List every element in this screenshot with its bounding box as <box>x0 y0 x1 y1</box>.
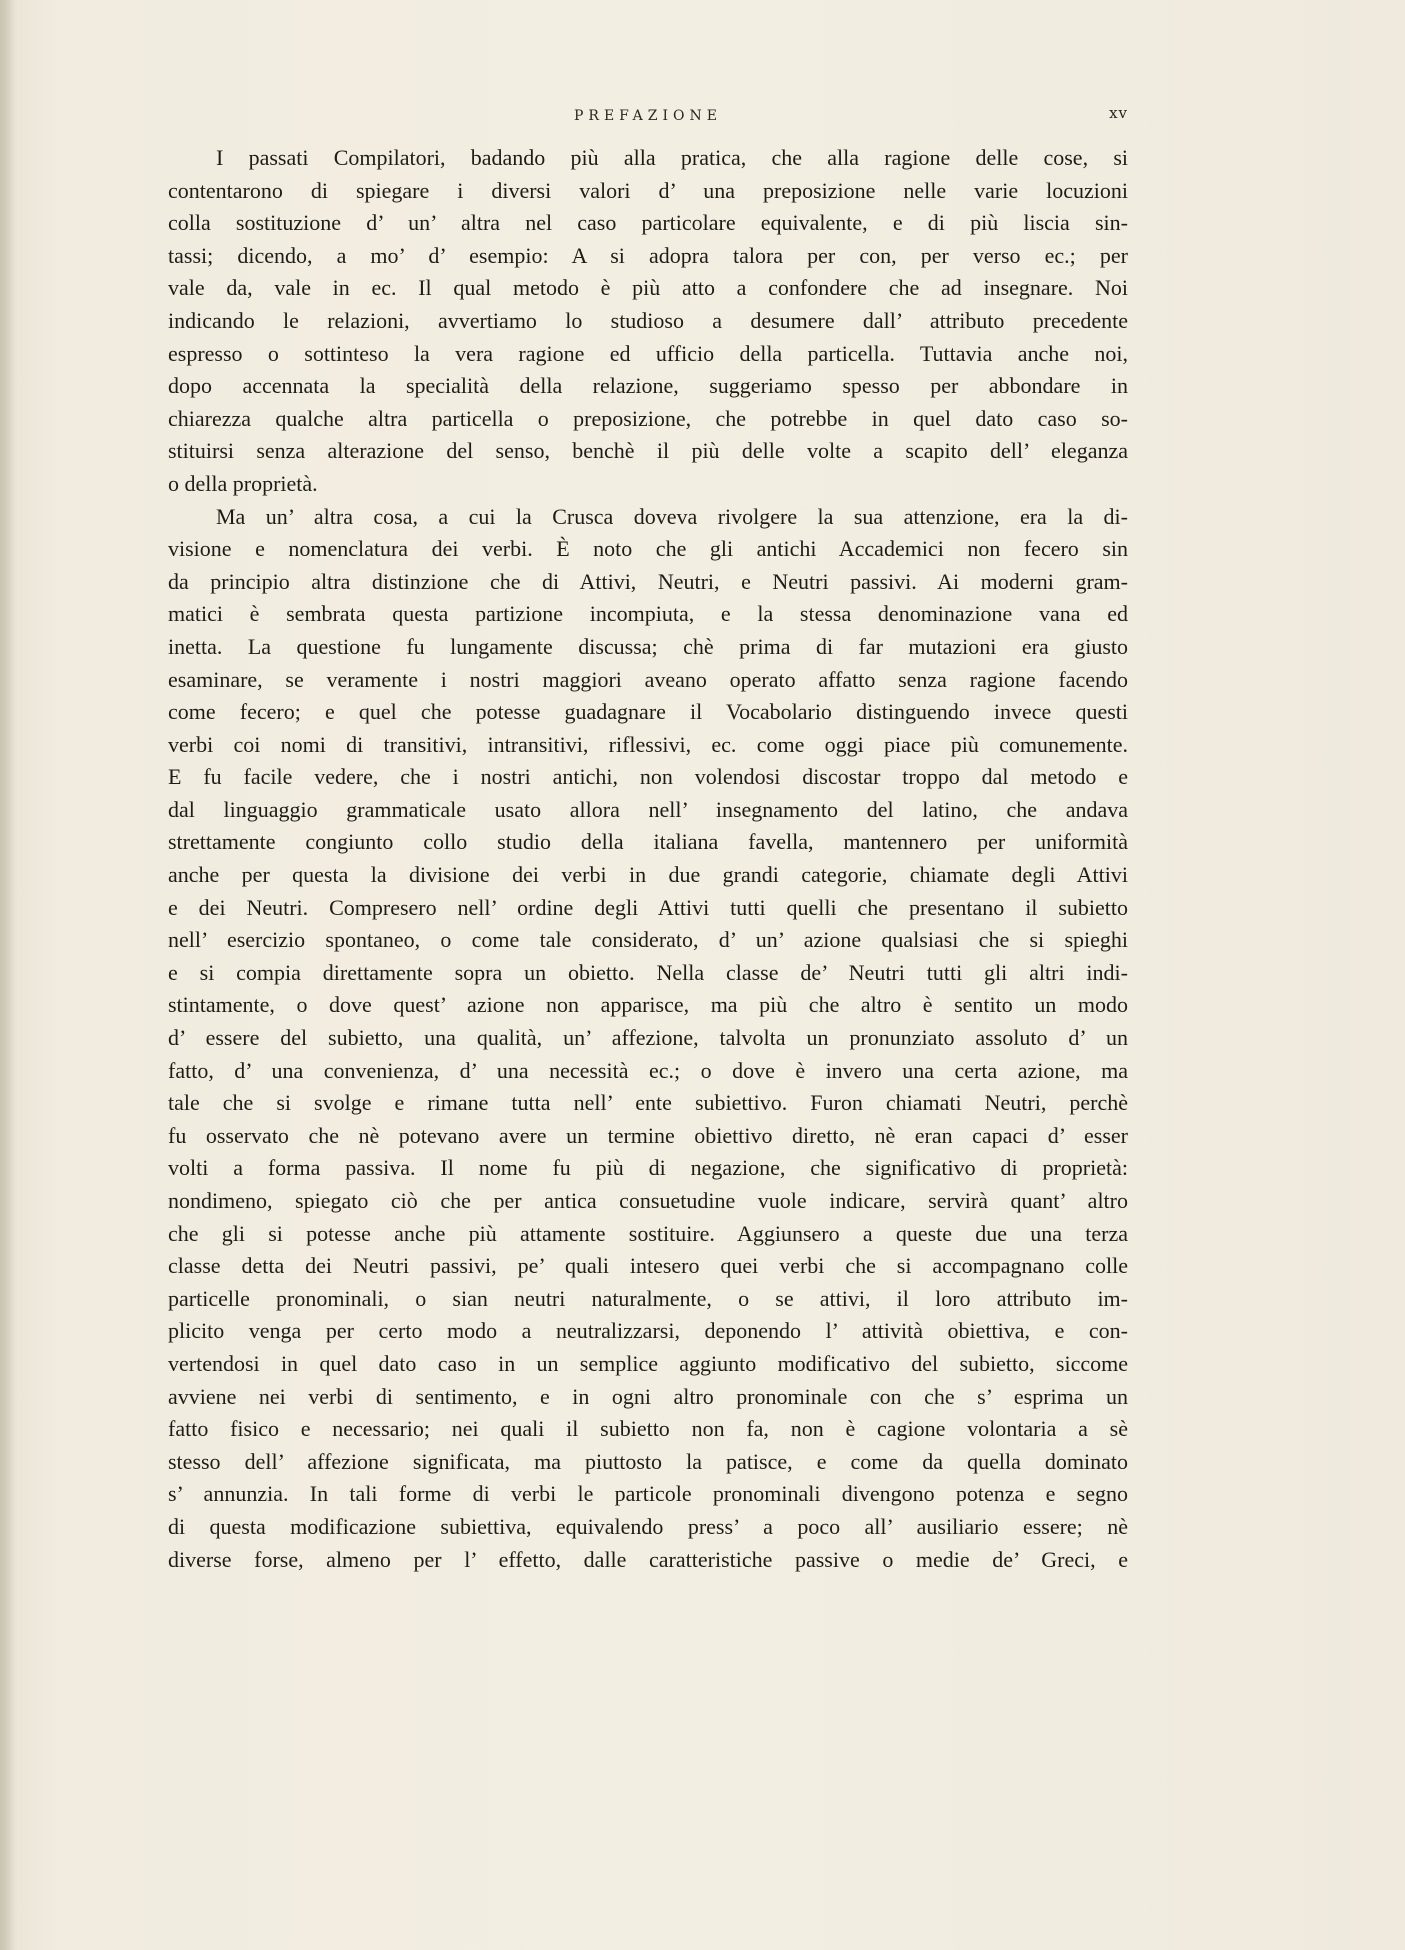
text-line: fatto fisico e necessario; nei quali il subietto non fa, non è cagione volontaria a sè <box>168 1416 1128 1442</box>
text-line: s’ annunzia. In tali forme di verbi le particole pronominali divengono potenza e segno <box>168 1481 1128 1507</box>
text-line: stintamente, o dove quest’ azione non apparisce, ma più che altro è sentito un modo <box>168 992 1128 1018</box>
text-line: inetta. La questione fu lungamente discussa; chè prima di far mutazioni era giusto <box>168 633 1128 659</box>
text-line: tassi; dicendo, a mo’ d’ esempio: A si adopra talora per con, per verso ec.; per <box>168 242 1128 268</box>
text-line: anche per questa la divisione dei verbi in due grandi categorie, chiamate degli Attivi <box>168 862 1128 888</box>
text-line: o della proprietà. <box>168 470 318 496</box>
text-line: verbi coi nomi di transitivi, intransitivi, riflessivi, ec. come oggi piace più comunemente. <box>168 731 1128 757</box>
text-line: contentarono di spiegare i diversi valori d’ una preposizione nelle varie locuzioni <box>168 177 1128 203</box>
text-line: dal linguaggio grammaticale usato allora nell’ insegnamento del latino, che andava <box>168 796 1128 822</box>
text-line: avviene nei verbi di sentimento, e in ogni altro pronominale con che s’ esprima un <box>168 1383 1128 1409</box>
text-line: plicito venga per certo modo a neutralizzarsi, deponendo l’ attività obiettiva, e con- <box>168 1318 1128 1344</box>
text-line: esaminare, se veramente i nostri maggiori aveano operato affatto senza ragione facendo <box>168 666 1128 692</box>
running-title: PREFAZIONE <box>574 108 722 124</box>
text-line: da principio altra distinzione che di Attivi, Neutri, e Neutri passivi. Ai moderni gram- <box>168 568 1128 594</box>
page-number: xv <box>1109 104 1128 122</box>
text-line: nondimeno, spiegato ciò che per antica consuetudine vuole indicare, servirà quant’ altro <box>168 1188 1128 1213</box>
paragraph-1 <box>168 142 1128 501</box>
text-line: E fu facile vedere, che i nostri antichi, non volendosi discostar troppo dal metodo e <box>168 764 1128 790</box>
text-line: di questa modificazione subiettiva, equivalendo press’ a poco all’ ausiliario essere; nè <box>168 1513 1128 1539</box>
text-line: matici è sembrata questa partizione incompiuta, e la stessa denominazione vana ed <box>168 601 1128 627</box>
text-line: d’ essere del subietto, una qualità, un’ affezione, talvolta un pronunziato assoluto d’ un <box>168 1025 1128 1051</box>
body-text <box>168 142 1128 1576</box>
text-line: stesso dell’ affezione significata, ma piuttosto la patisce, e come da quella dominato <box>168 1448 1128 1474</box>
text-line: particelle pronominali, o sian neutri naturalmente, o se attivi, il loro attributo im- <box>168 1285 1128 1311</box>
running-head <box>168 104 1128 128</box>
text-line: Ma un’ altra cosa, a cui la Crusca doveva rivolgere la sua attenzione, era la di- <box>216 503 1128 529</box>
text-line: stituirsi senza alterazione del senso, benchè il più delle volte a scapito dell’ eleganza <box>168 438 1128 464</box>
text-line: dopo accennata la specialità della relazione, suggeriamo spesso per abbondare in <box>168 373 1128 399</box>
text-line: nell’ esercizio spontaneo, o come tale considerato, d’ un’ azione qualsiasi che si spieghi <box>168 927 1128 953</box>
text-line: volti a forma passiva. Il nome fu più di negazione, che significativo di proprietà: <box>168 1155 1128 1181</box>
text-line: I passati Compilatori, badando più alla pratica, che alla ragione delle cose, si <box>216 145 1128 170</box>
text-line: e si compia direttamente sopra un obietto. Nella classe de’ Neutri tutti gli altri indi- <box>168 959 1128 985</box>
text-line: diverse forse, almeno per l’ effetto, dalle caratteristiche passive o medie de’ Greci, e <box>168 1546 1128 1572</box>
text-line: indicando le relazioni, avvertiamo lo studioso a desumere dall’ attributo precedente <box>168 307 1128 333</box>
text-line: vale da, vale in ec. Il qual metodo è più atto a confondere che ad insegnare. Noi <box>168 275 1128 301</box>
text-line: come fecero; e quel che potesse guadagnare il Vocabolario distinguendo invece questi <box>168 699 1128 725</box>
text-line: vertendosi in quel dato caso in un semplice aggiunto modificativo del subietto, siccome <box>168 1350 1128 1376</box>
text-line: espresso o sottinteso la vera ragione ed ufficio della particella. Tuttavia anche noi, <box>168 340 1128 366</box>
paragraph-2 <box>168 501 1128 1577</box>
text-line: colla sostituzione d’ un’ altra nel caso particolare equivalente, e di più liscia sin- <box>168 210 1128 236</box>
text-line: che gli si potesse anche più attamente sostituire. Aggiunsero a queste due una terza <box>168 1220 1128 1246</box>
text-line: tale che si svolge e rimane tutta nell’ ente subiettivo. Furon chiamati Neutri, perchè <box>168 1090 1128 1116</box>
text-line: fu osservato che nè potevano avere un termine obiettivo diretto, nè eran capaci d’ esser <box>168 1122 1128 1148</box>
text-line: strettamente congiunto collo studio della italiana favella, mantennero per uniformità <box>168 829 1128 855</box>
text-line: chiarezza qualche altra particella o preposizione, che potrebbe in quel dato caso so- <box>168 405 1128 431</box>
text-line: visione e nomenclatura dei verbi. È noto che gli antichi Accademici non fecero sin <box>168 536 1128 562</box>
text-line: e dei Neutri. Compresero nell’ ordine degli Attivi tutti quelli che presentano il subietto <box>168 894 1128 920</box>
text-line: classe detta dei Neutri passivi, pe’ quali intesero quei verbi che si accompagnano colle <box>168 1253 1128 1279</box>
text-line: fatto, d’ una convenienza, d’ una necessità ec.; o dove è invero una certa azione, ma <box>168 1057 1128 1083</box>
spine-shadow <box>0 0 14 1950</box>
